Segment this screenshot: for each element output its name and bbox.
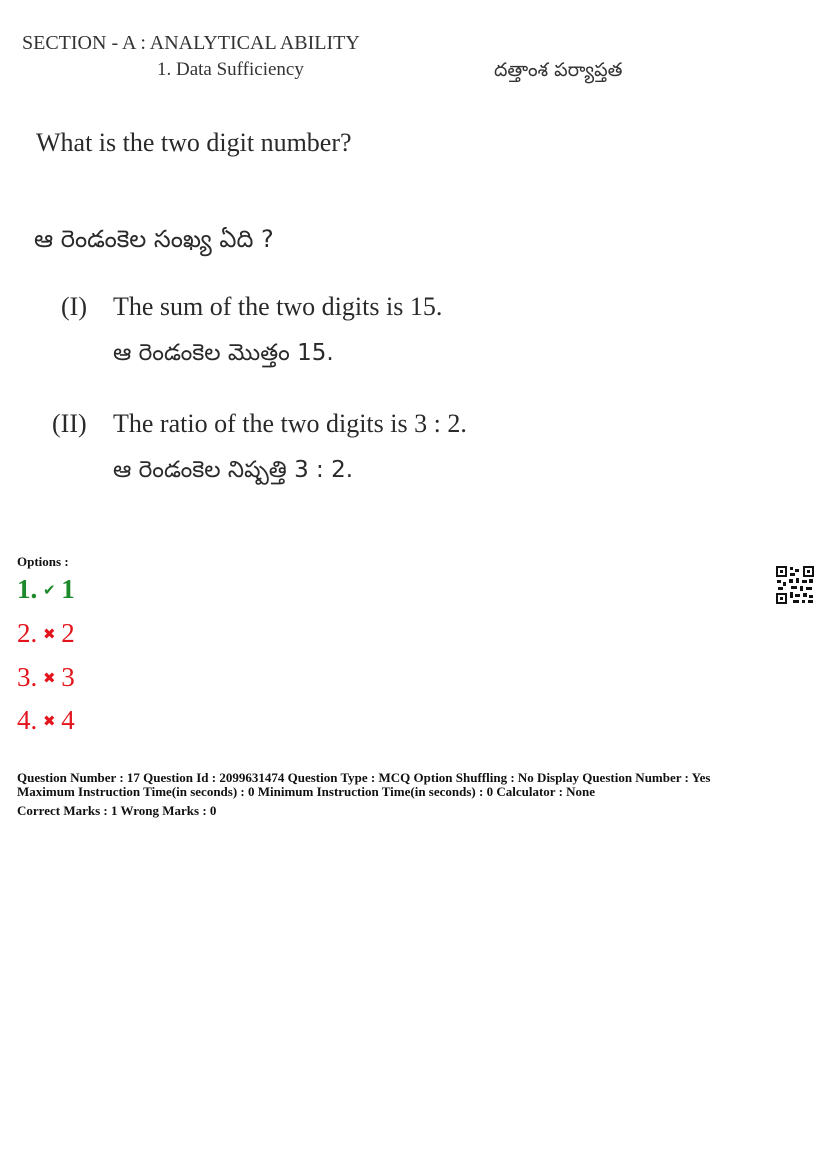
qr-code-icon: [775, 565, 815, 605]
statement-text: The ratio of the two digits is 3 : 2.: [113, 409, 467, 438]
cross-icon: ✖: [42, 712, 56, 730]
subsection-title-telugu: దత్తాంశ పర్యాప్తత: [494, 59, 623, 81]
question-metadata: Question Number : 17 Question Id : 2099631474 Question Type : MCQ Option Shuffling : No Display Question Number : Yes: [17, 770, 711, 785]
statement-number: (I): [61, 292, 87, 321]
option-4[interactable]: [17, 705, 75, 736]
option-number: 2.: [17, 618, 38, 648]
option-value: 4: [61, 705, 75, 735]
option-value: 3: [61, 662, 75, 692]
subsection-title: 1. Data Sufficiency: [157, 59, 304, 80]
option-1[interactable]: [17, 574, 75, 605]
cross-icon: ✖: [42, 625, 56, 643]
option-number: 4.: [17, 705, 38, 735]
question-text-telugu: ఆ రెండంకెల సంఖ్య ఏది ?: [34, 225, 274, 253]
statement-text-telugu: ఆ రెండంకెల మొత్తం 15.: [113, 340, 334, 366]
statement-text: The sum of the two digits is 15.: [113, 292, 443, 321]
statement-number: (II): [52, 409, 87, 438]
check-icon: ✔: [42, 581, 56, 599]
options-label: Options :: [17, 554, 69, 569]
statement-text-telugu: ఆ రెండంకెల నిష్పత్తి 3 : 2.: [113, 457, 354, 483]
option-value: 2: [61, 618, 75, 648]
option-2[interactable]: [17, 618, 75, 649]
option-number: 1.: [17, 574, 38, 604]
section-title: SECTION - A : ANALYTICAL ABILITY: [22, 32, 360, 54]
option-value: 1: [61, 574, 75, 604]
question-text: What is the two digit number?: [36, 128, 352, 157]
option-3[interactable]: [17, 662, 75, 693]
option-number: 3.: [17, 662, 38, 692]
marks-info: Correct Marks : 1 Wrong Marks : 0: [17, 803, 217, 818]
cross-icon: ✖: [42, 669, 56, 687]
question-metadata: Maximum Instruction Time(in seconds) : 0 Minimum Instruction Time(in seconds) : 0 Calculator : None: [17, 784, 596, 799]
